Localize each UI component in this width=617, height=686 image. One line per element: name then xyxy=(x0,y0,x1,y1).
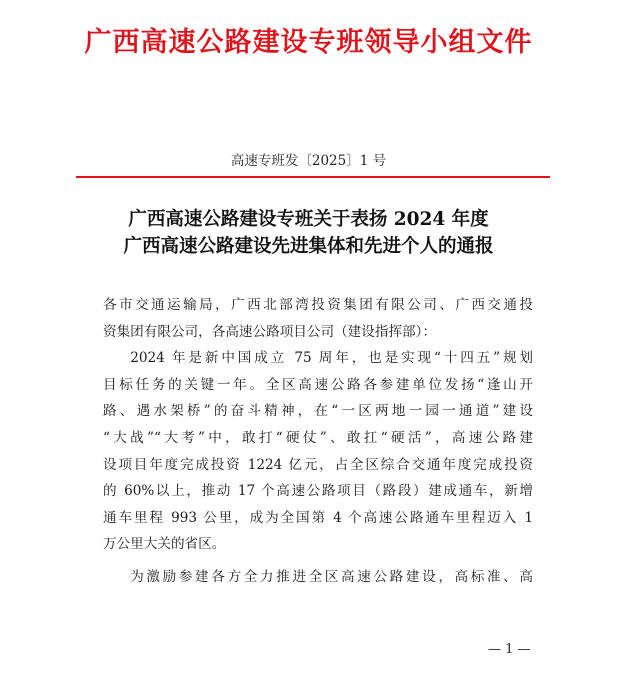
paragraph-1-line-5: 设项目年度完成投资 1224 亿元，占全区综合交通年度完成投资 xyxy=(103,456,533,473)
paragraph-1-line-1: 2024 年是新中国成立 75 周年，也是实现“十四五”规划 xyxy=(130,350,533,367)
paragraph-2-line-1: 为激励参建各方全力推进全区高速公路建设，高标准、高 xyxy=(130,568,533,585)
paragraph-2 xyxy=(103,564,533,591)
paragraph-1-line-6: 的 60%以上，推动 17 个高速公路项目（路段）建成通车，新增 xyxy=(103,483,533,500)
paragraph-1-line-3: 路、遇水架桥”的奋斗精神，在“一区两地一园一通道”建设 xyxy=(103,403,533,420)
notice-title-line-2: 广西高速公路建设先进集体和先进个人的通报 xyxy=(123,236,494,257)
paragraph-1 xyxy=(103,345,533,558)
notice-title xyxy=(0,206,617,260)
salutation xyxy=(103,292,533,345)
document-masthead: 广西高速公路建设专班领导小组文件 xyxy=(84,27,533,58)
paragraph-1-line-2: 目标任务的关键一年。全区高速公路各参建单位发扬“逢山开 xyxy=(103,376,533,393)
salutation-line-1: 各市交通运输局，广西北部湾投资集团有限公司、广西交通投 xyxy=(103,297,533,313)
salutation-line-2: 资集团有限公司，各高速公路项目公司（建设指挥部）： xyxy=(103,323,437,340)
red-separator-line xyxy=(76,176,550,178)
document-body xyxy=(103,292,533,591)
notice-title-line-1: 广西高速公路建设专班关于表扬 2024 年度 xyxy=(128,209,489,230)
document-number: 高速专班发〔2025〕1 号 xyxy=(230,153,387,169)
paragraph-1-line-8: 万公里大关的省区。 xyxy=(103,536,226,553)
paragraph-1-line-7: 通车里程 993 公里，成为全国第 4 个高速公路通车里程迈入 1 xyxy=(103,509,533,526)
page-number: — 1 — xyxy=(488,642,531,657)
paragraph-1-line-4: “大战”“大考”中，敢打“硬仗”、敢扛“硬活”，高速公路建 xyxy=(103,429,533,446)
